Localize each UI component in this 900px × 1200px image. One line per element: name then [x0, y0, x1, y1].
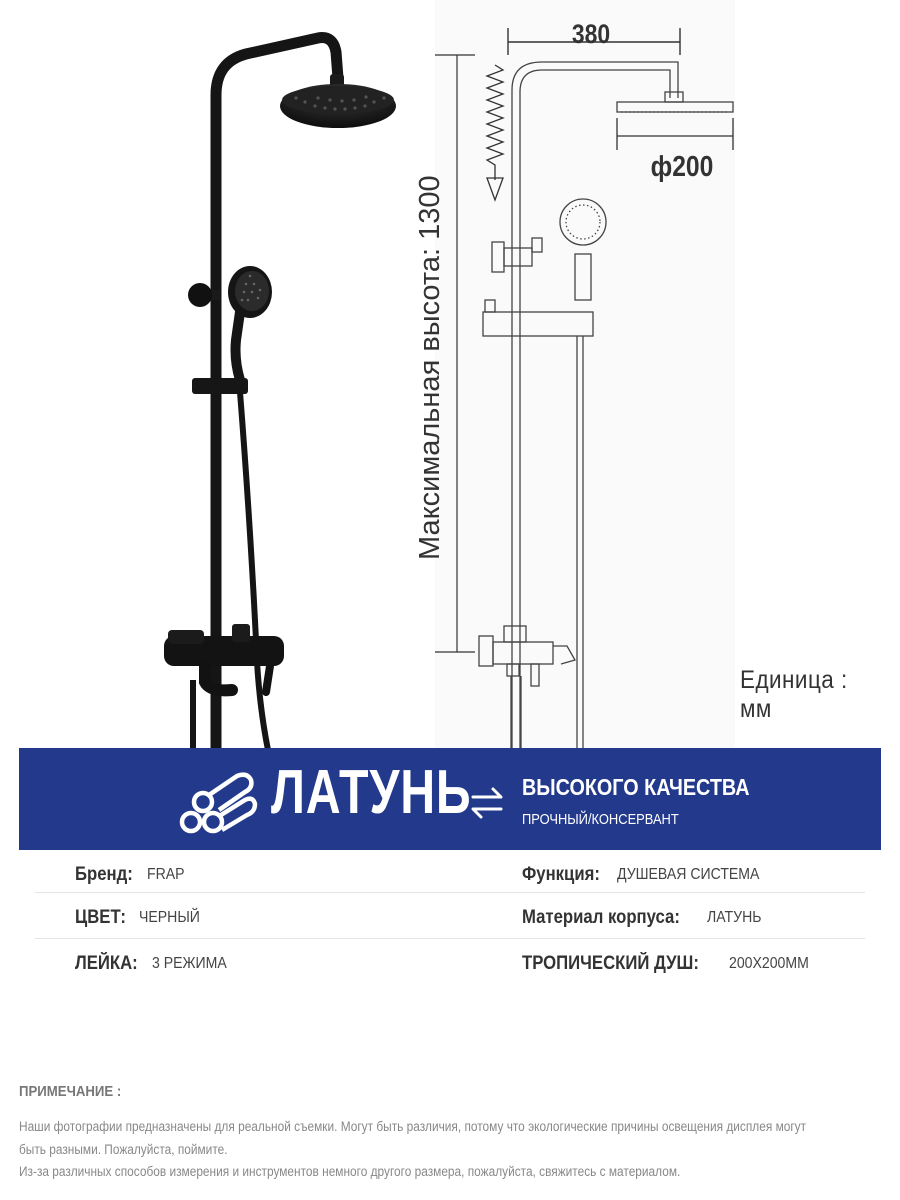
brass-rods-icon: [179, 768, 259, 834]
spec-label: Бренд:: [75, 864, 133, 885]
quality-title: ВЫСОКОГО КАЧЕСТВА: [522, 774, 750, 800]
unit-label: Единица : мм: [740, 666, 848, 723]
material-title: ЛАТУНЬ: [271, 758, 472, 827]
mixer-valve: [164, 624, 284, 692]
material-banner: [19, 748, 881, 850]
rain-shower-head: [280, 74, 396, 128]
spec-value: FRAP: [146, 866, 185, 883]
note-line: Наши фотографии предназначены для реальной съемки. Могут быть различия, потому что экологические причины освещения дисплея могут: [19, 1119, 807, 1134]
spec-value: ДУШЕВАЯ СИСТЕМА: [616, 866, 759, 883]
spec-value: ЧЕРНЫЙ: [138, 909, 200, 926]
spec-label: Функция:: [522, 864, 600, 885]
quality-subtitle: ПРОЧНЫЙ/КОНСЕРВАНТ: [522, 811, 679, 828]
spec-body-material: [522, 895, 769, 941]
spec-value: 200X200MM: [729, 955, 809, 972]
spec-rain-shower: [522, 941, 820, 987]
shower-hose: [240, 392, 268, 750]
note-line: быть разными. Пожалуйста, поймите.: [19, 1142, 228, 1157]
exchange-arrows-icon: [469, 786, 505, 820]
diameter-label: ф200: [650, 150, 714, 183]
spec-color: [75, 895, 208, 941]
hand-shower: [228, 266, 272, 380]
spec-value: ЛАТУНЬ: [707, 909, 762, 926]
spec-divider: [35, 938, 865, 939]
spec-handshower: [75, 941, 237, 987]
spec-label: Материал корпуса:: [522, 907, 680, 928]
spec-label: ТРОПИЧЕСКИЙ ДУШ:: [522, 953, 699, 974]
product-photo: [0, 0, 420, 750]
height-label: Максимальная высота: 1300: [414, 175, 446, 560]
width-label: 380: [571, 19, 611, 50]
spec-label: ЦВЕТ:: [75, 907, 127, 928]
spec-divider: [35, 892, 865, 893]
note-line: Из-за различных способов измерения и инструментов немного другого размера, пожалуйста, свяжитесь с материалом.: [19, 1164, 681, 1179]
note-title: ПРИМЕЧАНИЕ :: [19, 1083, 122, 1100]
spec-label: ЛЕЙКА:: [75, 953, 138, 974]
spec-value: 3 РЕЖИМА: [152, 955, 228, 972]
slide-holder: [192, 378, 248, 394]
technical-drawing: [395, 0, 900, 750]
